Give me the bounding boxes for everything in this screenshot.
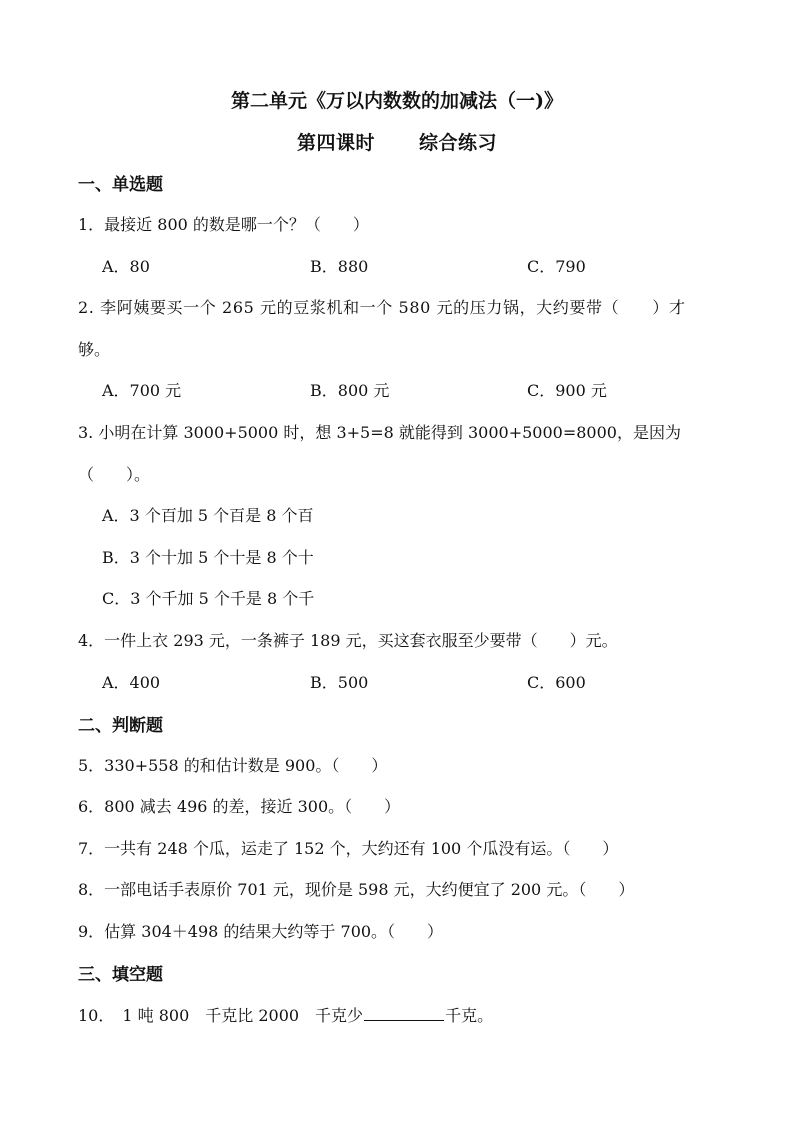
worksheet-title: 第二单元《万以内数数的加减法（一)》 <box>231 90 563 112</box>
question-3: 3. 小明在计算 3000+5000 时，想 3+5=8 就能得到 3000+5000=8000，是因为 <box>78 423 681 442</box>
q2-option-a: A．700 元 <box>102 381 182 400</box>
question-7: 7．一共有 248 个瓜，运走了 152 个，大约还有 100 个瓜没有运。（ ） <box>78 839 619 858</box>
q4-option-c: C．600 <box>527 673 586 692</box>
question-10 <box>78 1003 493 1026</box>
q1-option-a: A．80 <box>102 257 150 276</box>
question-2-continued: 够。 <box>78 340 111 359</box>
q2-option-c: C．900 元 <box>527 381 607 400</box>
answer-blank[interactable] <box>364 1006 444 1021</box>
q3-option-c: C．3 个千加 5 个千是 8 个千 <box>102 589 315 608</box>
q1-option-b: B．880 <box>310 257 369 276</box>
section-heading-single-choice: 一、单选题 <box>78 175 163 195</box>
q4-option-b: B．500 <box>310 673 369 692</box>
question-4: 4．一件上衣 293 元，一条裤子 189 元，买这套衣服至少要带（ ）元。 <box>78 631 618 650</box>
q3-option-b: B．3 个十加 5 个十是 8 个十 <box>102 548 314 567</box>
question-10-text: 10． 1 吨 800 千克比 2000 千克少 <box>78 1006 364 1025</box>
question-2: 2. 李阿姨要买一个 265 元的豆浆机和一个 580 元的压力锅，大约要带（ ）才 <box>78 298 686 317</box>
lesson-topic: 综合练习 <box>419 132 498 154</box>
question-8: 8．一部电话手表原价 701 元，现价是 598 元，大约便宜了 200 元。（ ） <box>78 880 635 899</box>
question-10-unit: 千克。 <box>445 1006 494 1025</box>
question-3-continued: （ ）。 <box>78 465 151 484</box>
question-6: 6．800 减去 496 的差，接近 300。（ ） <box>78 797 401 816</box>
q2-option-b: B．800 元 <box>310 381 390 400</box>
question-1: 1．最接近 800 的数是哪一个？（ ） <box>78 215 369 234</box>
section-heading-fill-in: 三、填空题 <box>78 965 163 985</box>
section-heading-true-false: 二、判断题 <box>78 716 163 736</box>
q4-option-a: A．400 <box>102 673 161 692</box>
q1-option-c: C．790 <box>527 257 586 276</box>
lesson-number: 第四课时 <box>296 132 375 154</box>
lesson-subtitle <box>0 128 794 155</box>
question-5: 5．330+558 的和估计数是 900。（ ） <box>78 756 388 775</box>
question-9: 9．估算 304＋498 的结果大约等于 700。（ ） <box>78 922 444 941</box>
q3-option-a: A．3 个百加 5 个百是 8 个百 <box>102 506 314 525</box>
